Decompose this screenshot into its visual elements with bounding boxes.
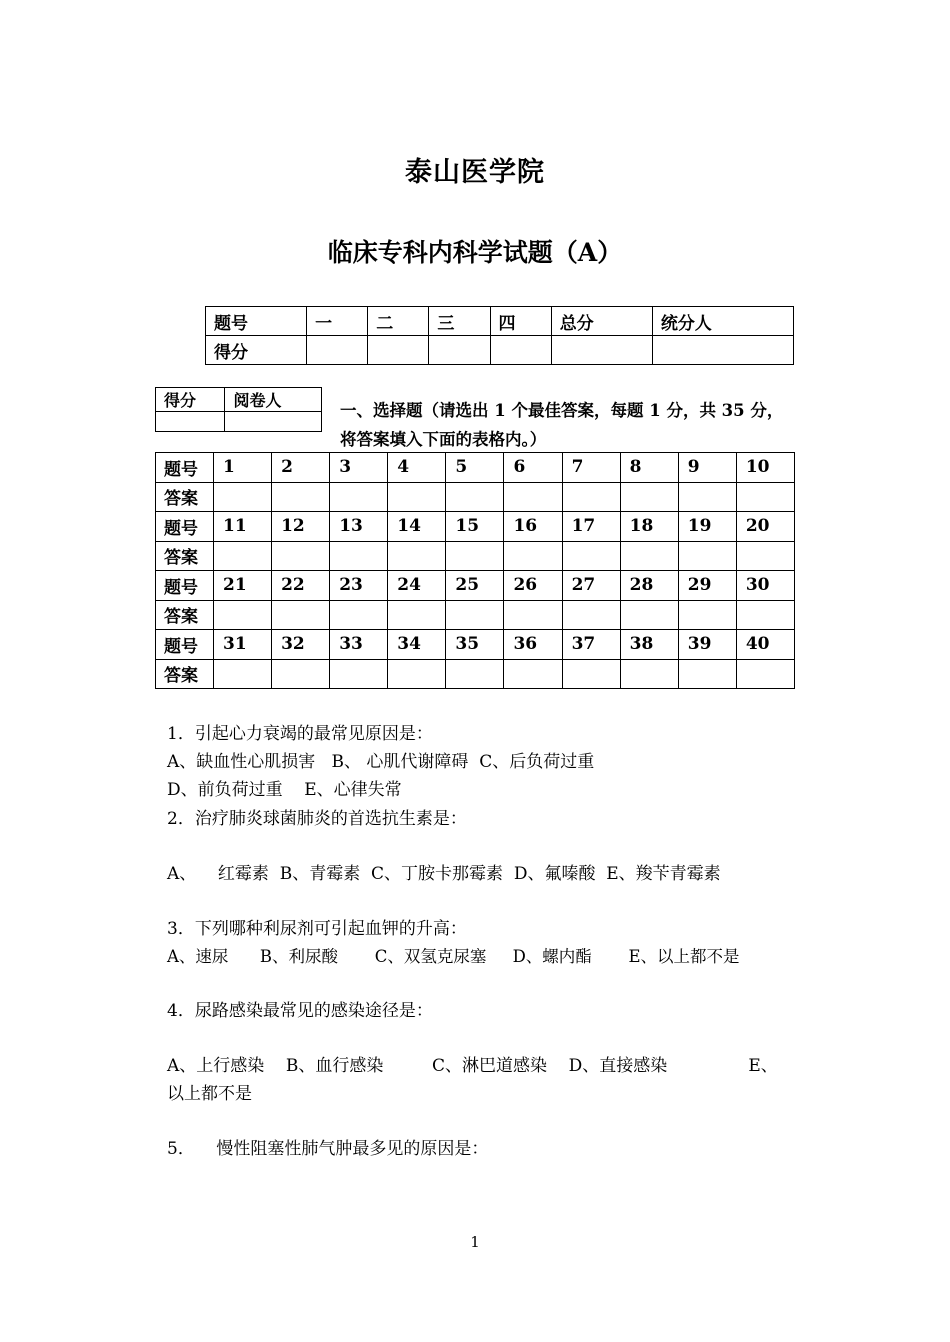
question-4-options: A、上行感染 B、血行感染 C、淋巴道感染 D、直接感染 E、 (167, 1056, 778, 1076)
answer-grid-number-label: 题号 (156, 453, 214, 483)
score-summary-table (205, 306, 794, 365)
question-number-cell: 20 (736, 512, 794, 542)
question-number-cell: 32 (272, 630, 330, 660)
grader-name-cell[interactable] (225, 412, 322, 432)
question-5-stem: 5． 慢性阻塞性肺气肿最多见的原因是： (167, 1139, 489, 1159)
question-number-cell: 4 (388, 453, 446, 483)
answer-grid-answer-row (156, 541, 795, 571)
question-number-cell: 8 (620, 453, 678, 483)
question-number-cell: 26 (504, 571, 562, 601)
answer-grid-number-label: 题号 (156, 571, 214, 601)
question-number-cell: 28 (620, 571, 678, 601)
answer-entry-cell[interactable] (330, 659, 388, 689)
answer-entry-cell[interactable] (736, 541, 794, 571)
answer-entry-cell[interactable] (504, 659, 562, 689)
question-number-cell: 3 (330, 453, 388, 483)
question-3-options: A、速尿 B、利尿酸 C、双氢克尿塞 D、螺内酯 E、以上都不是 (167, 947, 740, 966)
answer-entry-cell[interactable] (620, 600, 678, 630)
score-table-cell: 统分人 (652, 307, 793, 336)
answer-entry-cell[interactable] (678, 541, 736, 571)
answer-entry-cell[interactable] (388, 659, 446, 689)
answer-grid-number-row (156, 630, 795, 660)
answer-entry-cell[interactable] (272, 482, 330, 512)
answer-grid-number-row (156, 453, 795, 483)
question-2-stem: 2．治疗肺炎球菌肺炎的首选抗生素是： (167, 809, 467, 829)
answer-entry-cell[interactable] (214, 541, 272, 571)
answer-entry-cell[interactable] (504, 541, 562, 571)
question-number-cell: 12 (272, 512, 330, 542)
question-1-options: A、缺血性心肌损害 B、 心肌代谢障碍 C、后负荷过重 (167, 752, 595, 772)
question-number-cell: 6 (504, 453, 562, 483)
section-heading-line: 将答案填入下面的表格内。） (340, 430, 547, 449)
score-entry-cell[interactable] (307, 336, 368, 365)
answer-entry-cell[interactable] (620, 659, 678, 689)
score-table-cell: 四 (490, 307, 551, 336)
question-number-cell: 7 (562, 453, 620, 483)
question-number-cell: 13 (330, 512, 388, 542)
question-number-cell: 21 (214, 571, 272, 601)
answer-entry-cell[interactable] (678, 482, 736, 512)
question-number-cell: 1 (214, 453, 272, 483)
school-title: 泰山医学院 (405, 157, 545, 188)
question-number-cell: 9 (678, 453, 736, 483)
section-heading-line: 一、选择题（请选出 1 个最佳答案，每题 1 分，共 35 分， (340, 401, 784, 420)
score-table-header-row (206, 307, 794, 336)
answer-entry-cell[interactable] (562, 659, 620, 689)
question-number-cell: 30 (736, 571, 794, 601)
answer-grid-answer-row (156, 600, 795, 630)
grader-score-label: 得分 (156, 388, 225, 412)
answer-grid-number-label: 题号 (156, 630, 214, 660)
score-entry-cell[interactable] (652, 336, 793, 365)
question-number-cell: 25 (446, 571, 504, 601)
question-number-cell: 24 (388, 571, 446, 601)
question-number-cell: 19 (678, 512, 736, 542)
question-number-cell: 18 (620, 512, 678, 542)
page-number: 1 (470, 1233, 480, 1251)
answer-grid-number-label: 题号 (156, 512, 214, 542)
question-number-cell: 39 (678, 630, 736, 660)
answer-entry-cell[interactable] (446, 482, 504, 512)
question-number-cell: 11 (214, 512, 272, 542)
grader-box (155, 387, 322, 432)
question-3-stem: 3．下列哪种利尿剂可引起血钾的升高： (167, 919, 467, 939)
question-number-cell: 23 (330, 571, 388, 601)
exam-title: 临床专科内科学试题（A） (327, 238, 623, 267)
question-number-cell: 16 (504, 512, 562, 542)
question-number-cell: 37 (562, 630, 620, 660)
answer-entry-cell[interactable] (214, 600, 272, 630)
answer-entry-cell[interactable] (504, 600, 562, 630)
question-number-cell: 2 (272, 453, 330, 483)
answer-entry-cell[interactable] (272, 659, 330, 689)
score-table-cell: 得分 (206, 336, 307, 365)
answer-grid-answer-row (156, 482, 795, 512)
answer-entry-cell[interactable] (446, 659, 504, 689)
answer-grid-answer-row (156, 659, 795, 689)
score-table-cell: 一 (307, 307, 368, 336)
question-2-options: A、 红霉素 B、青霉素 C、丁胺卡那霉素 D、氟嗪酸 E、羧苄青霉素 (167, 864, 721, 884)
answer-entry-cell[interactable] (214, 659, 272, 689)
answer-entry-cell[interactable] (214, 482, 272, 512)
answer-entry-cell[interactable] (736, 600, 794, 630)
grader-score-cell[interactable] (156, 412, 225, 432)
question-number-cell: 40 (736, 630, 794, 660)
answer-grid-number-row (156, 571, 795, 601)
answer-entry-cell[interactable] (388, 482, 446, 512)
answer-entry-cell[interactable] (678, 659, 736, 689)
question-number-cell: 10 (736, 453, 794, 483)
answer-grid-answer-label: 答案 (156, 541, 214, 571)
answer-entry-cell[interactable] (446, 541, 504, 571)
grader-name-label: 阅卷人 (225, 388, 322, 412)
answer-entry-cell[interactable] (330, 482, 388, 512)
answer-entry-cell[interactable] (272, 600, 330, 630)
question-number-cell: 36 (504, 630, 562, 660)
answer-entry-cell[interactable] (562, 541, 620, 571)
answer-entry-cell[interactable] (562, 482, 620, 512)
answer-entry-cell[interactable] (678, 600, 736, 630)
question-number-cell: 17 (562, 512, 620, 542)
score-entry-cell[interactable] (429, 336, 490, 365)
question-4-stem: 4．尿路感染最常见的感染途径是： (167, 1001, 433, 1021)
answer-grid-answer-label: 答案 (156, 600, 214, 630)
answer-grid-number-row (156, 512, 795, 542)
answer-entry-cell[interactable] (736, 659, 794, 689)
score-table-cell: 二 (368, 307, 429, 336)
score-entry-cell[interactable] (490, 336, 551, 365)
question-number-cell: 27 (562, 571, 620, 601)
question-number-cell: 31 (214, 630, 272, 660)
answer-entry-cell[interactable] (446, 600, 504, 630)
answer-entry-cell[interactable] (330, 600, 388, 630)
question-number-cell: 34 (388, 630, 446, 660)
question-number-cell: 15 (446, 512, 504, 542)
answer-entry-cell[interactable] (330, 541, 388, 571)
answer-entry-cell[interactable] (504, 482, 562, 512)
question-number-cell: 29 (678, 571, 736, 601)
score-table-cell: 三 (429, 307, 490, 336)
question-number-cell: 33 (330, 630, 388, 660)
score-table-score-row (206, 336, 794, 365)
answer-entry-cell[interactable] (620, 541, 678, 571)
question-number-cell: 38 (620, 630, 678, 660)
question-number-cell: 35 (446, 630, 504, 660)
answer-entry-cell[interactable] (388, 541, 446, 571)
question-number-cell: 22 (272, 571, 330, 601)
question-number-cell: 14 (388, 512, 446, 542)
score-entry-cell[interactable] (551, 336, 652, 365)
score-entry-cell[interactable] (368, 336, 429, 365)
answer-entry-cell[interactable] (388, 600, 446, 630)
answer-entry-cell[interactable] (620, 482, 678, 512)
answer-grid-answer-label: 答案 (156, 659, 214, 689)
answer-entry-cell[interactable] (272, 541, 330, 571)
answer-grid (155, 452, 795, 689)
answer-entry-cell[interactable] (736, 482, 794, 512)
question-1-stem: 1．引起心力衰竭的最常见原因是： (167, 724, 433, 744)
question-1-options: D、前负荷过重 E、心律失常 (167, 780, 402, 800)
answer-entry-cell[interactable] (562, 600, 620, 630)
question-4-options: 以上都不是 (167, 1084, 252, 1104)
section-heading (340, 396, 810, 454)
score-table-cell: 题号 (206, 307, 307, 336)
question-number-cell: 5 (446, 453, 504, 483)
score-table-cell: 总分 (551, 307, 652, 336)
answer-grid-answer-label: 答案 (156, 482, 214, 512)
